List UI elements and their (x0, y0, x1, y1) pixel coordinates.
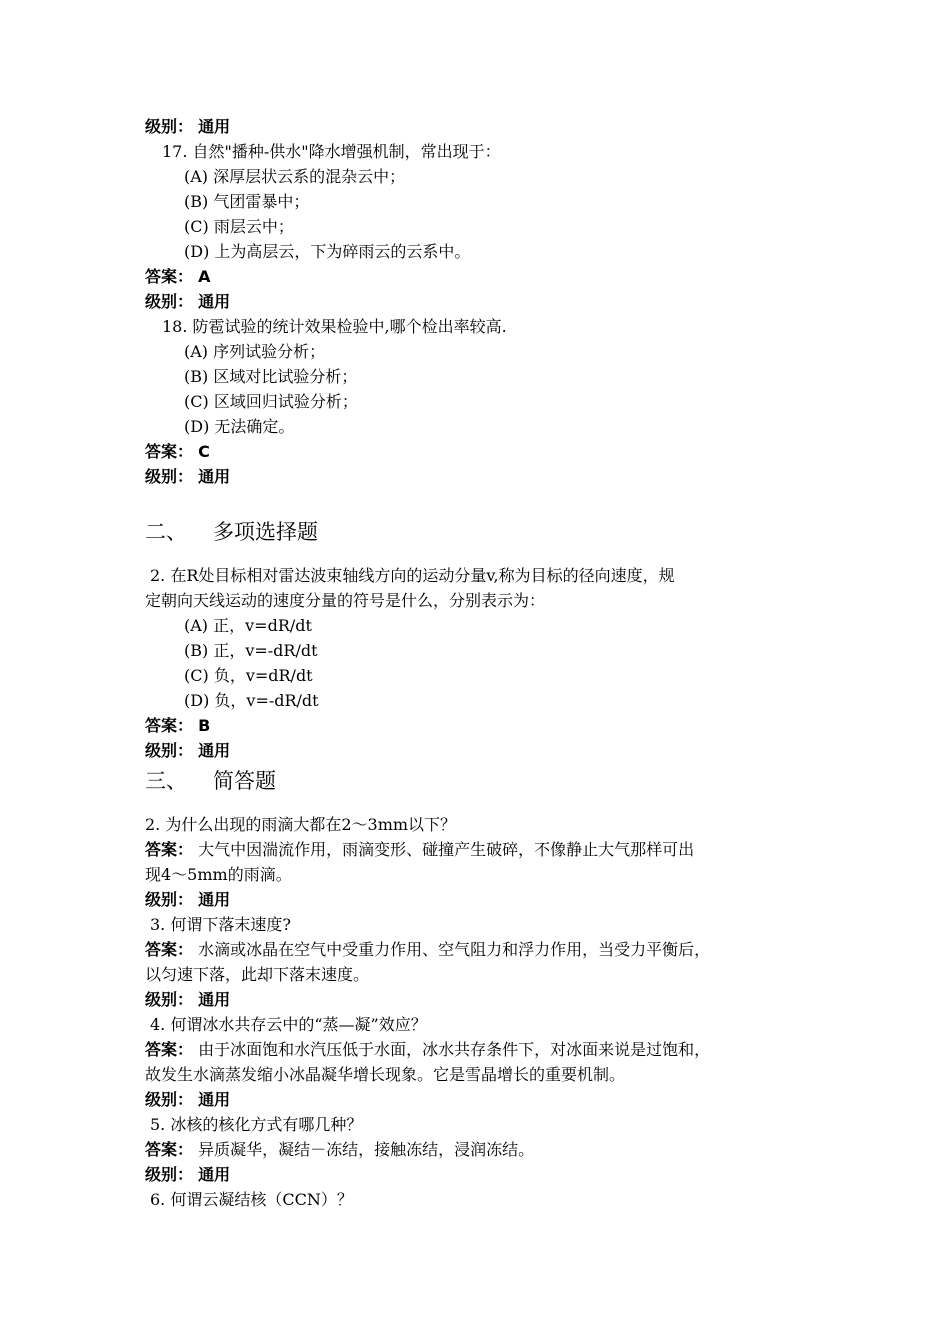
level-value: 通用 (198, 990, 231, 1009)
level-label: 级别： (145, 741, 194, 760)
option-c: (C) 区域回归试验分析； (184, 392, 358, 411)
question-text: 17. 自然"播种-供水"降水增强机制，常出现于： (162, 142, 501, 161)
option-d: (D) 上为高层云，下为碎雨云的云系中。 (184, 242, 471, 261)
answer-value: C (198, 442, 210, 461)
level-label: 级别： (145, 1165, 194, 1184)
question-text: 5. 冰核的核化方式有哪几种？ (150, 1115, 363, 1134)
level-line (145, 114, 950, 139)
option-b: (B) 正，v=-dR/dt (184, 641, 318, 660)
level-line (145, 738, 950, 763)
answer-text: 由于冰面饱和水汽压低于水面，冰水共存条件下，对冰面来说是过饱和， (198, 1040, 711, 1059)
level-label: 级别： (145, 117, 194, 136)
answer-label: 答案： (145, 267, 194, 286)
section-heading (145, 766, 276, 796)
level-line (145, 1162, 950, 1187)
section-number: 三、 (145, 769, 187, 793)
option-a: (A) 正，v=dR/dt (184, 616, 312, 635)
option-c: (C) 负，v=dR/dt (184, 666, 313, 685)
level-label: 级别： (145, 890, 194, 909)
answer-line (145, 439, 950, 464)
section-number: 二、 (145, 520, 187, 544)
answer-text-continued: 以匀速下落，此却下落末速度。 (145, 965, 370, 984)
answer-label: 答案： (145, 442, 194, 461)
option-a: (A) 序列试验分析； (184, 342, 326, 361)
option-d: (D) 无法确定。 (184, 417, 295, 436)
answer-line (145, 264, 950, 289)
level-label: 级别： (145, 467, 194, 486)
question-text: 2. 为什么出现的雨滴大都在2～3mm以下？ (145, 815, 457, 834)
answer-label: 答案： (145, 940, 194, 959)
answer-value: A (198, 267, 211, 286)
option-d: (D) 负，v=-dR/dt (184, 691, 319, 710)
answer-text-continued: 现4～5mm的雨滴。 (145, 865, 292, 884)
level-value: 通用 (198, 117, 231, 136)
option-a: (A) 深厚层状云系的混杂云中； (184, 167, 406, 186)
option-c: (C) 雨层云中； (184, 217, 294, 236)
question-text-continued: 定朝向天线运动的速度分量的符号是什么，分别表示为： (145, 591, 546, 610)
level-value: 通用 (198, 292, 231, 311)
section-title: 多项选择题 (213, 520, 318, 544)
answer-line (145, 937, 950, 962)
question-text: 18. 防雹试验的统计效果检验中,哪个检出率较高. (162, 317, 507, 336)
level-value: 通用 (198, 1165, 231, 1184)
section-title: 简答题 (213, 769, 276, 793)
question-text: 2. 在R处目标相对雷达波束轴线方向的运动分量v,称为目标的径向速度，规 (150, 566, 675, 585)
question-text: 3. 何谓下落末速度? (150, 915, 291, 934)
answer-value: B (198, 716, 211, 735)
answer-text: 异质凝华，凝结－冻结，接触冻结，浸润冻结。 (198, 1140, 535, 1159)
option-b: (B) 区域对比试验分析； (184, 367, 358, 386)
answer-label: 答案： (145, 1140, 194, 1159)
level-value: 通用 (198, 467, 231, 486)
level-line (145, 887, 950, 912)
level-label: 级别： (145, 292, 194, 311)
level-value: 通用 (198, 741, 231, 760)
level-line (145, 464, 950, 489)
answer-line (145, 1037, 950, 1062)
section-heading (145, 517, 318, 547)
answer-line (145, 837, 950, 862)
level-line (145, 289, 950, 314)
answer-text-continued: 故发生水滴蒸发缩小冰晶凝华增长现象。它是雪晶增长的重要机制。 (145, 1065, 626, 1084)
answer-text: 水滴或冰晶在空气中受重力作用、空气阻力和浮力作用，当受力平衡后， (198, 940, 711, 959)
level-label: 级别： (145, 1090, 194, 1109)
answer-line (145, 713, 950, 738)
level-line (145, 1087, 950, 1112)
level-value: 通用 (198, 890, 231, 909)
answer-label: 答案： (145, 716, 194, 735)
option-b: (B) 气团雷暴中； (184, 192, 310, 211)
answer-label: 答案： (145, 1040, 194, 1059)
level-line (145, 987, 950, 1012)
level-value: 通用 (198, 1090, 231, 1109)
question-text: 6. 何谓云凝结核（CCN）？ (150, 1190, 353, 1209)
answer-label: 答案： (145, 840, 194, 859)
question-text: 4. 何谓冰水共存云中的“蒸—凝”效应？ (150, 1015, 427, 1034)
answer-text: 大气中因湍流作用，雨滴变形、碰撞产生破碎，不像静止大气那样可出 (198, 840, 695, 859)
level-label: 级别： (145, 990, 194, 1009)
answer-line (145, 1137, 950, 1162)
